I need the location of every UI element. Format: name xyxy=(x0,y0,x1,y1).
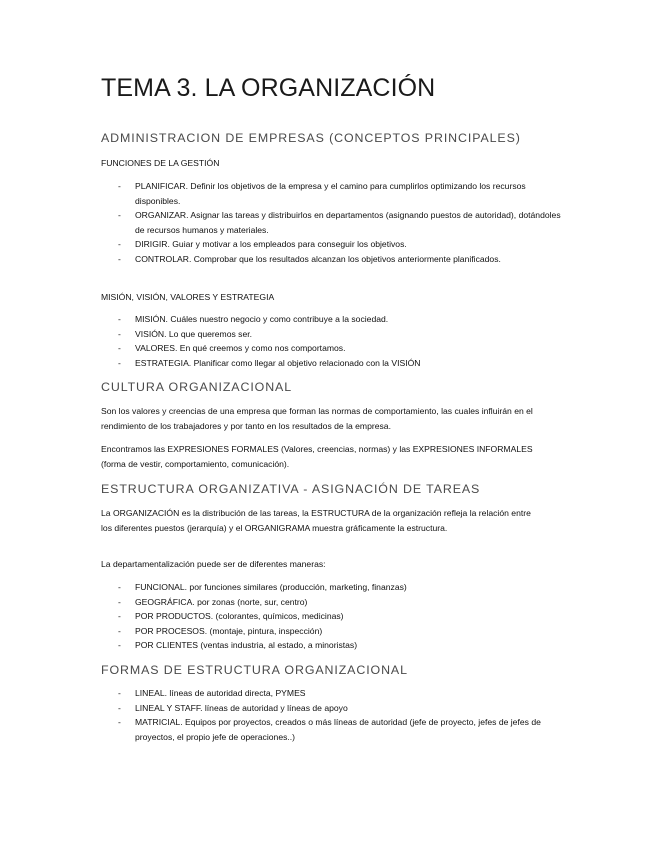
bullet: - xyxy=(118,596,121,607)
bullet: - xyxy=(118,611,121,621)
section-heading-cultura: CULTURA ORGANIZACIONAL xyxy=(101,380,292,394)
list-mision xyxy=(101,312,561,370)
list-item: - ESTRATEGIA. Planificar como llegar al objetivo relacionado con la VISIÓN xyxy=(101,356,561,371)
bullet: - xyxy=(118,625,121,636)
list-funciones xyxy=(101,179,561,266)
list-item: - PLANIFICAR. Definir los objetivos de la empresa y el camino para cumplirlos optimizando los recursos disponibles. xyxy=(118,181,526,206)
bullet: - xyxy=(118,582,121,592)
subheading-funciones: FUNCIONES DE LA GESTIÓN xyxy=(101,158,220,168)
list-item: - MATRICIAL. Equipos por proyectos, creados o más líneas de autoridad (jefe de proyecto, jefes de jefes de proyectos, el propio jefe de operaciones..) xyxy=(118,717,541,742)
list-item: - ORGANIZAR. Asignar las tareas y distribuirlos en departamentos (asignando puestos de autoridad), dotándoles de recursos humanos y materiales. xyxy=(118,210,561,235)
bullet: - xyxy=(118,702,121,713)
bullet: - xyxy=(118,181,121,191)
subheading-mision: MISIÓN, VISIÓN, VALORES Y ESTRATEGIA xyxy=(101,292,275,302)
section-heading-formas: FORMAS DE ESTRUCTURA ORGANIZACIONAL xyxy=(101,663,408,677)
bullet: - xyxy=(118,253,121,264)
list-item: - MISIÓN. Cuáles nuestro negocio y como contribuye a la sociedad. xyxy=(101,312,561,327)
list-item: - GEOGRÁFICA. por zonas (norte, sur, centro) xyxy=(101,595,561,610)
section-heading-estructura: ESTRUCTURA ORGANIZATIVA - ASIGNACIÓN DE TAREAS xyxy=(101,482,481,496)
bullet: - xyxy=(118,357,121,368)
list-item: - VISIÓN. Lo que queremos ser. xyxy=(101,327,561,342)
bullet: - xyxy=(118,717,121,727)
bullet: - xyxy=(118,210,121,220)
list-item: - POR PRODUCTOS. (colorantes, químicos, medicinas) xyxy=(101,609,561,624)
paragraph-cultura-2: Encontramos las EXPRESIONES FORMALES (Valores, creencias, normas) y las EXPRESIONES INFORMALES (forma de vestir, comportamiento, comunicación). xyxy=(101,444,533,469)
list-item: - DIRIGIR. Guiar y motivar a los empleados para conseguir los objetivos. xyxy=(101,237,561,252)
list-item: - POR PROCESOS. (montaje, pintura, inspección) xyxy=(101,624,561,639)
bullet: - xyxy=(118,314,121,324)
list-formas xyxy=(101,686,561,744)
list-departamentalizacion xyxy=(101,580,561,653)
list-item: - VALORES. En qué creemos y como nos comportamos. xyxy=(101,341,561,356)
list-item: - LINEAL Y STAFF. líneas de autoridad y líneas de apoyo xyxy=(101,701,561,716)
paragraph-estructura-1: La ORGANIZACIÓN es la distribución de las tareas, la ESTRUCTURA de la organización refleja la relación entre los diferentes puestos (jerarquía) y el ORGANIGRAMA muestra gráficamente la estructura. xyxy=(101,508,531,533)
list-item: - CONTROLAR. Comprobar que los resultados alcanzan los objetivos anteriormente planificados. xyxy=(101,252,561,267)
bullet: - xyxy=(118,640,121,650)
section-heading-admin: ADMINISTRACION DE EMPRESAS (CONCEPTOS PRINCIPALES) xyxy=(101,131,521,145)
bullet: - xyxy=(118,239,121,249)
page-title: TEMA 3. LA ORGANIZACIÓN xyxy=(101,74,436,102)
list-item: - FUNCIONAL. por funciones similares (producción, marketing, finanzas) xyxy=(101,580,561,595)
bullet: - xyxy=(118,688,121,698)
bullet: - xyxy=(118,328,121,339)
bullet: - xyxy=(118,343,121,353)
paragraph-estructura-2: La departamentalización puede ser de diferentes maneras: xyxy=(101,559,326,569)
list-item: - POR CLIENTES (ventas industria, al estado, a minoristas) xyxy=(101,638,561,653)
list-item: - LINEAL. líneas de autoridad directa, PYMES xyxy=(101,686,561,701)
paragraph-cultura-1: Son los valores y creencias de una empresa que forman las normas de comportamiento, las cuales influirán en el rendimiento de los trabajadores y por tanto en los resultados de la empresa. xyxy=(101,406,533,431)
